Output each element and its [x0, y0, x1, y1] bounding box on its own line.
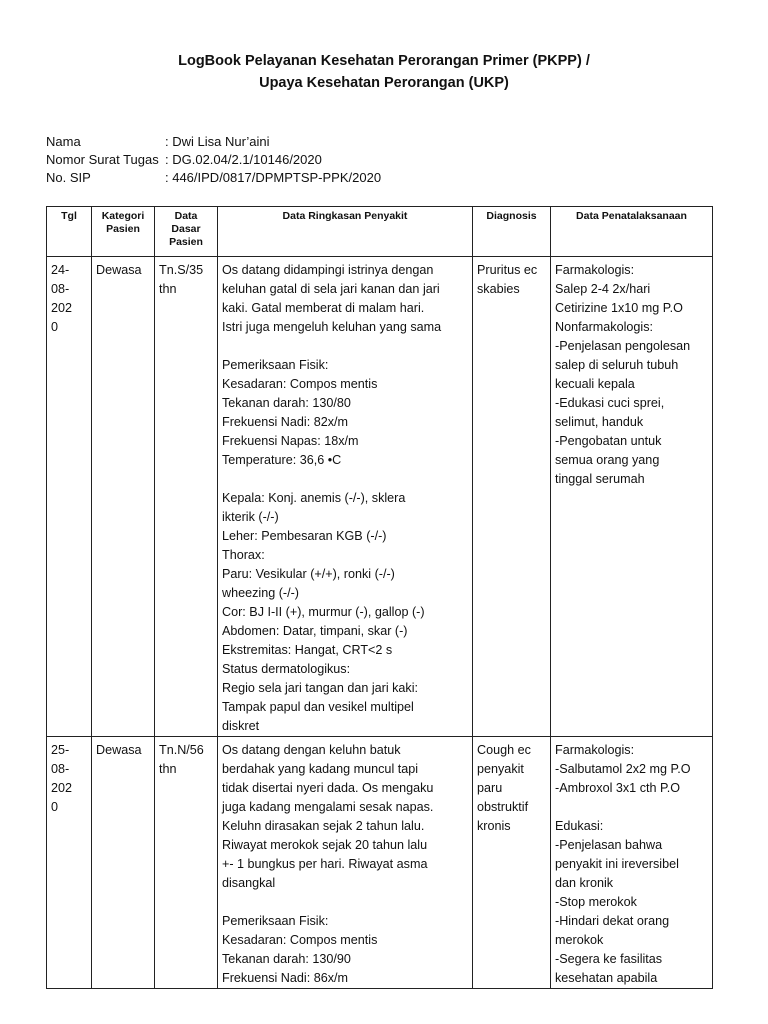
cell-line: -Penjelasan bahwa: [555, 838, 663, 852]
cell-line: obstruktif: [477, 800, 529, 814]
cell-line: 08-: [51, 282, 70, 296]
cell-penatalaksanaan: [551, 257, 713, 737]
cell-line: penyakit: [477, 762, 524, 776]
cell-ringkasan: [218, 737, 473, 989]
cell-line: 24-: [51, 263, 70, 277]
table-header-row: [47, 207, 713, 257]
title-line-1: LogBook Pelayanan Kesehatan Perorangan Primer (PKPP) /: [178, 53, 590, 69]
cell-line: Edukasi:: [555, 819, 604, 833]
cell-line: kronis: [477, 819, 511, 833]
cell-line: -Segera ke fasilitas: [555, 952, 663, 966]
cell-line: Regio sela jari tangan dan jari kaki:: [222, 681, 419, 695]
cell-line: Os datang dengan keluhn batuk: [222, 743, 401, 757]
cell-line: paru: [477, 781, 503, 795]
cell-line: Kepala: Konj. anemis (-/-), sklera: [222, 491, 406, 505]
info-row-sip: [46, 169, 381, 187]
cell-line: ikterik (-/-): [222, 510, 279, 524]
cell-line: -Hindari dekat orang: [555, 914, 670, 928]
cell-line: 0: [51, 800, 59, 814]
cell-line: 0: [51, 320, 59, 334]
cell-tgl: [47, 737, 92, 989]
cell-line: Abdomen: Datar, timpani, skar (-): [222, 624, 408, 638]
cell-line: tinggal serumah: [555, 472, 645, 486]
cell-line: 202: [51, 301, 73, 315]
cell-line: Pemeriksaan Fisik:: [222, 358, 329, 372]
cell-line: Frekuensi Napas: 18x/m: [222, 434, 359, 448]
cell-line: Tampak papul dan vesikel multipel: [222, 700, 414, 714]
header-tgl: Tgl: [47, 207, 92, 257]
header-ringkasan-penyakit: Data Ringkasan Penyakit: [218, 207, 473, 257]
cell-line: 25-: [51, 743, 70, 757]
cell-line: Pruritus ec: [477, 263, 538, 277]
header-kategori-pasien: Kategori Pasien: [92, 207, 155, 257]
cell-line: -Salbutamol 2x2 mg P.O: [555, 762, 691, 776]
cell-line: keluhan gatal di sela jari kanan dan jari: [222, 282, 440, 296]
table-row: [47, 737, 713, 989]
cell-line: kaki. Gatal memberat di malam hari.: [222, 301, 425, 315]
cell-line: Paru: Vesikular (+/+), ronki (-/-): [222, 567, 395, 581]
cell-line: Pemeriksaan Fisik:: [222, 914, 329, 928]
cell-line: wheezing (-/-): [222, 586, 299, 600]
table-row: [47, 257, 713, 737]
info-row-nama: [46, 133, 381, 151]
cell-line: [222, 470, 468, 489]
cell-line: Cough ec: [477, 743, 531, 757]
cell-line: semua orang yang: [555, 453, 660, 467]
info-label: No. SIP: [46, 170, 91, 185]
identity-info: [46, 133, 381, 187]
cell-penatalaksanaan: [551, 737, 713, 989]
cell-line: Salep 2-4 2x/hari: [555, 282, 651, 296]
cell-line: kesehatan apabila: [555, 971, 658, 985]
cell-line: Temperature: 36,6 •C: [222, 453, 342, 467]
cell-kategori: Dewasa: [92, 737, 155, 989]
cell-line: penyakit ini ireversibel: [555, 857, 679, 871]
cell-kategori: Dewasa: [92, 257, 155, 737]
cell-line: 202: [51, 781, 73, 795]
cell-line: dan kronik: [555, 876, 614, 890]
cell-line: diskret: [222, 719, 260, 733]
cell-line: tidak disertai nyeri dada. Os mengaku: [222, 781, 434, 795]
cell-line: [222, 337, 468, 356]
info-value: : 446/IPD/0817/DPMPTSP-PPK/2020: [165, 170, 382, 185]
cell-line: Istri juga mengeluh keluhan yang sama: [222, 320, 442, 334]
info-row-surat-tugas: [46, 151, 381, 169]
cell-line: Cor: BJ I-II (+), murmur (-), gallop (-): [222, 605, 425, 619]
header-diagnosis: Diagnosis: [473, 207, 551, 257]
cell-line: Keluhn dirasakan sejak 2 tahun lalu.: [222, 819, 425, 833]
cell-line: merokok: [555, 933, 604, 947]
cell-line: Tekanan darah: 130/90: [222, 952, 351, 966]
cell-line: Kesadaran: Compos mentis: [222, 933, 378, 947]
cell-line: Tn.S/35: [159, 263, 204, 277]
cell-line: -Pengobatan untuk: [555, 434, 662, 448]
cell-line: juga kadang mengalami sesak napas.: [222, 800, 434, 814]
cell-line: -Ambroxol 3x1 cth P.O: [555, 781, 681, 795]
cell-line: -Penjelasan pengolesan: [555, 339, 691, 353]
cell-line: Thorax:: [222, 548, 265, 562]
cell-tgl: [47, 257, 92, 737]
info-label: Nama: [46, 134, 81, 149]
cell-data-dasar: [155, 737, 218, 989]
info-label: Nomor Surat Tugas: [46, 152, 159, 167]
cell-line: Farmakologis:: [555, 743, 635, 757]
cell-line: Ekstremitas: Hangat, CRT<2 s: [222, 643, 393, 657]
cell-line: Tekanan darah: 130/80: [222, 396, 351, 410]
cell-line: selimut, handuk: [555, 415, 644, 429]
info-value: : DG.02.04/2.1/10146/2020: [165, 152, 322, 167]
cell-line: Leher: Pembesaran KGB (-/-): [222, 529, 387, 543]
cell-ringkasan: [218, 257, 473, 737]
header-data-dasar-pasien: Data Dasar Pasien: [155, 207, 218, 257]
cell-data-dasar: [155, 257, 218, 737]
cell-line: thn: [159, 762, 177, 776]
info-value: : Dwi Lisa Nur’aini: [165, 134, 270, 149]
cell-line: -Stop merokok: [555, 895, 637, 909]
cell-line: Tn.N/56: [159, 743, 204, 757]
cell-line: thn: [159, 282, 177, 296]
cell-line: disangkal: [222, 876, 276, 890]
cell-line: Farmakologis:: [555, 263, 635, 277]
document-title: [0, 50, 768, 94]
cell-line: kecuali kepala: [555, 377, 635, 391]
header-penatalaksanaan: Data Penatalaksanaan: [551, 207, 713, 257]
cell-line: Frekuensi Nadi: 86x/m: [222, 971, 348, 985]
cell-line: [222, 893, 468, 912]
cell-line: +- 1 bungkus per hari. Riwayat asma: [222, 857, 428, 871]
title-line-2: Upaya Kesehatan Perorangan (UKP): [259, 75, 509, 91]
cell-line: Status dermatologikus:: [222, 662, 351, 676]
cell-line: Frekuensi Nadi: 82x/m: [222, 415, 348, 429]
logbook-table: [46, 206, 713, 989]
cell-diagnosis: [473, 737, 551, 989]
cell-line: salep di seluruh tubuh: [555, 358, 679, 372]
cell-line: berdahak yang kadang muncul tapi: [222, 762, 419, 776]
cell-line: skabies: [477, 282, 520, 296]
cell-line: Os datang didampingi istrinya dengan: [222, 263, 434, 277]
cell-line: [555, 798, 708, 817]
cell-line: -Edukasi cuci sprei,: [555, 396, 665, 410]
cell-diagnosis: [473, 257, 551, 737]
cell-line: 08-: [51, 762, 70, 776]
cell-line: Nonfarmakologis:: [555, 320, 653, 334]
cell-line: Kesadaran: Compos mentis: [222, 377, 378, 391]
cell-line: Riwayat merokok sejak 20 tahun lalu: [222, 838, 428, 852]
cell-line: Cetirizine 1x10 mg P.O: [555, 301, 683, 315]
